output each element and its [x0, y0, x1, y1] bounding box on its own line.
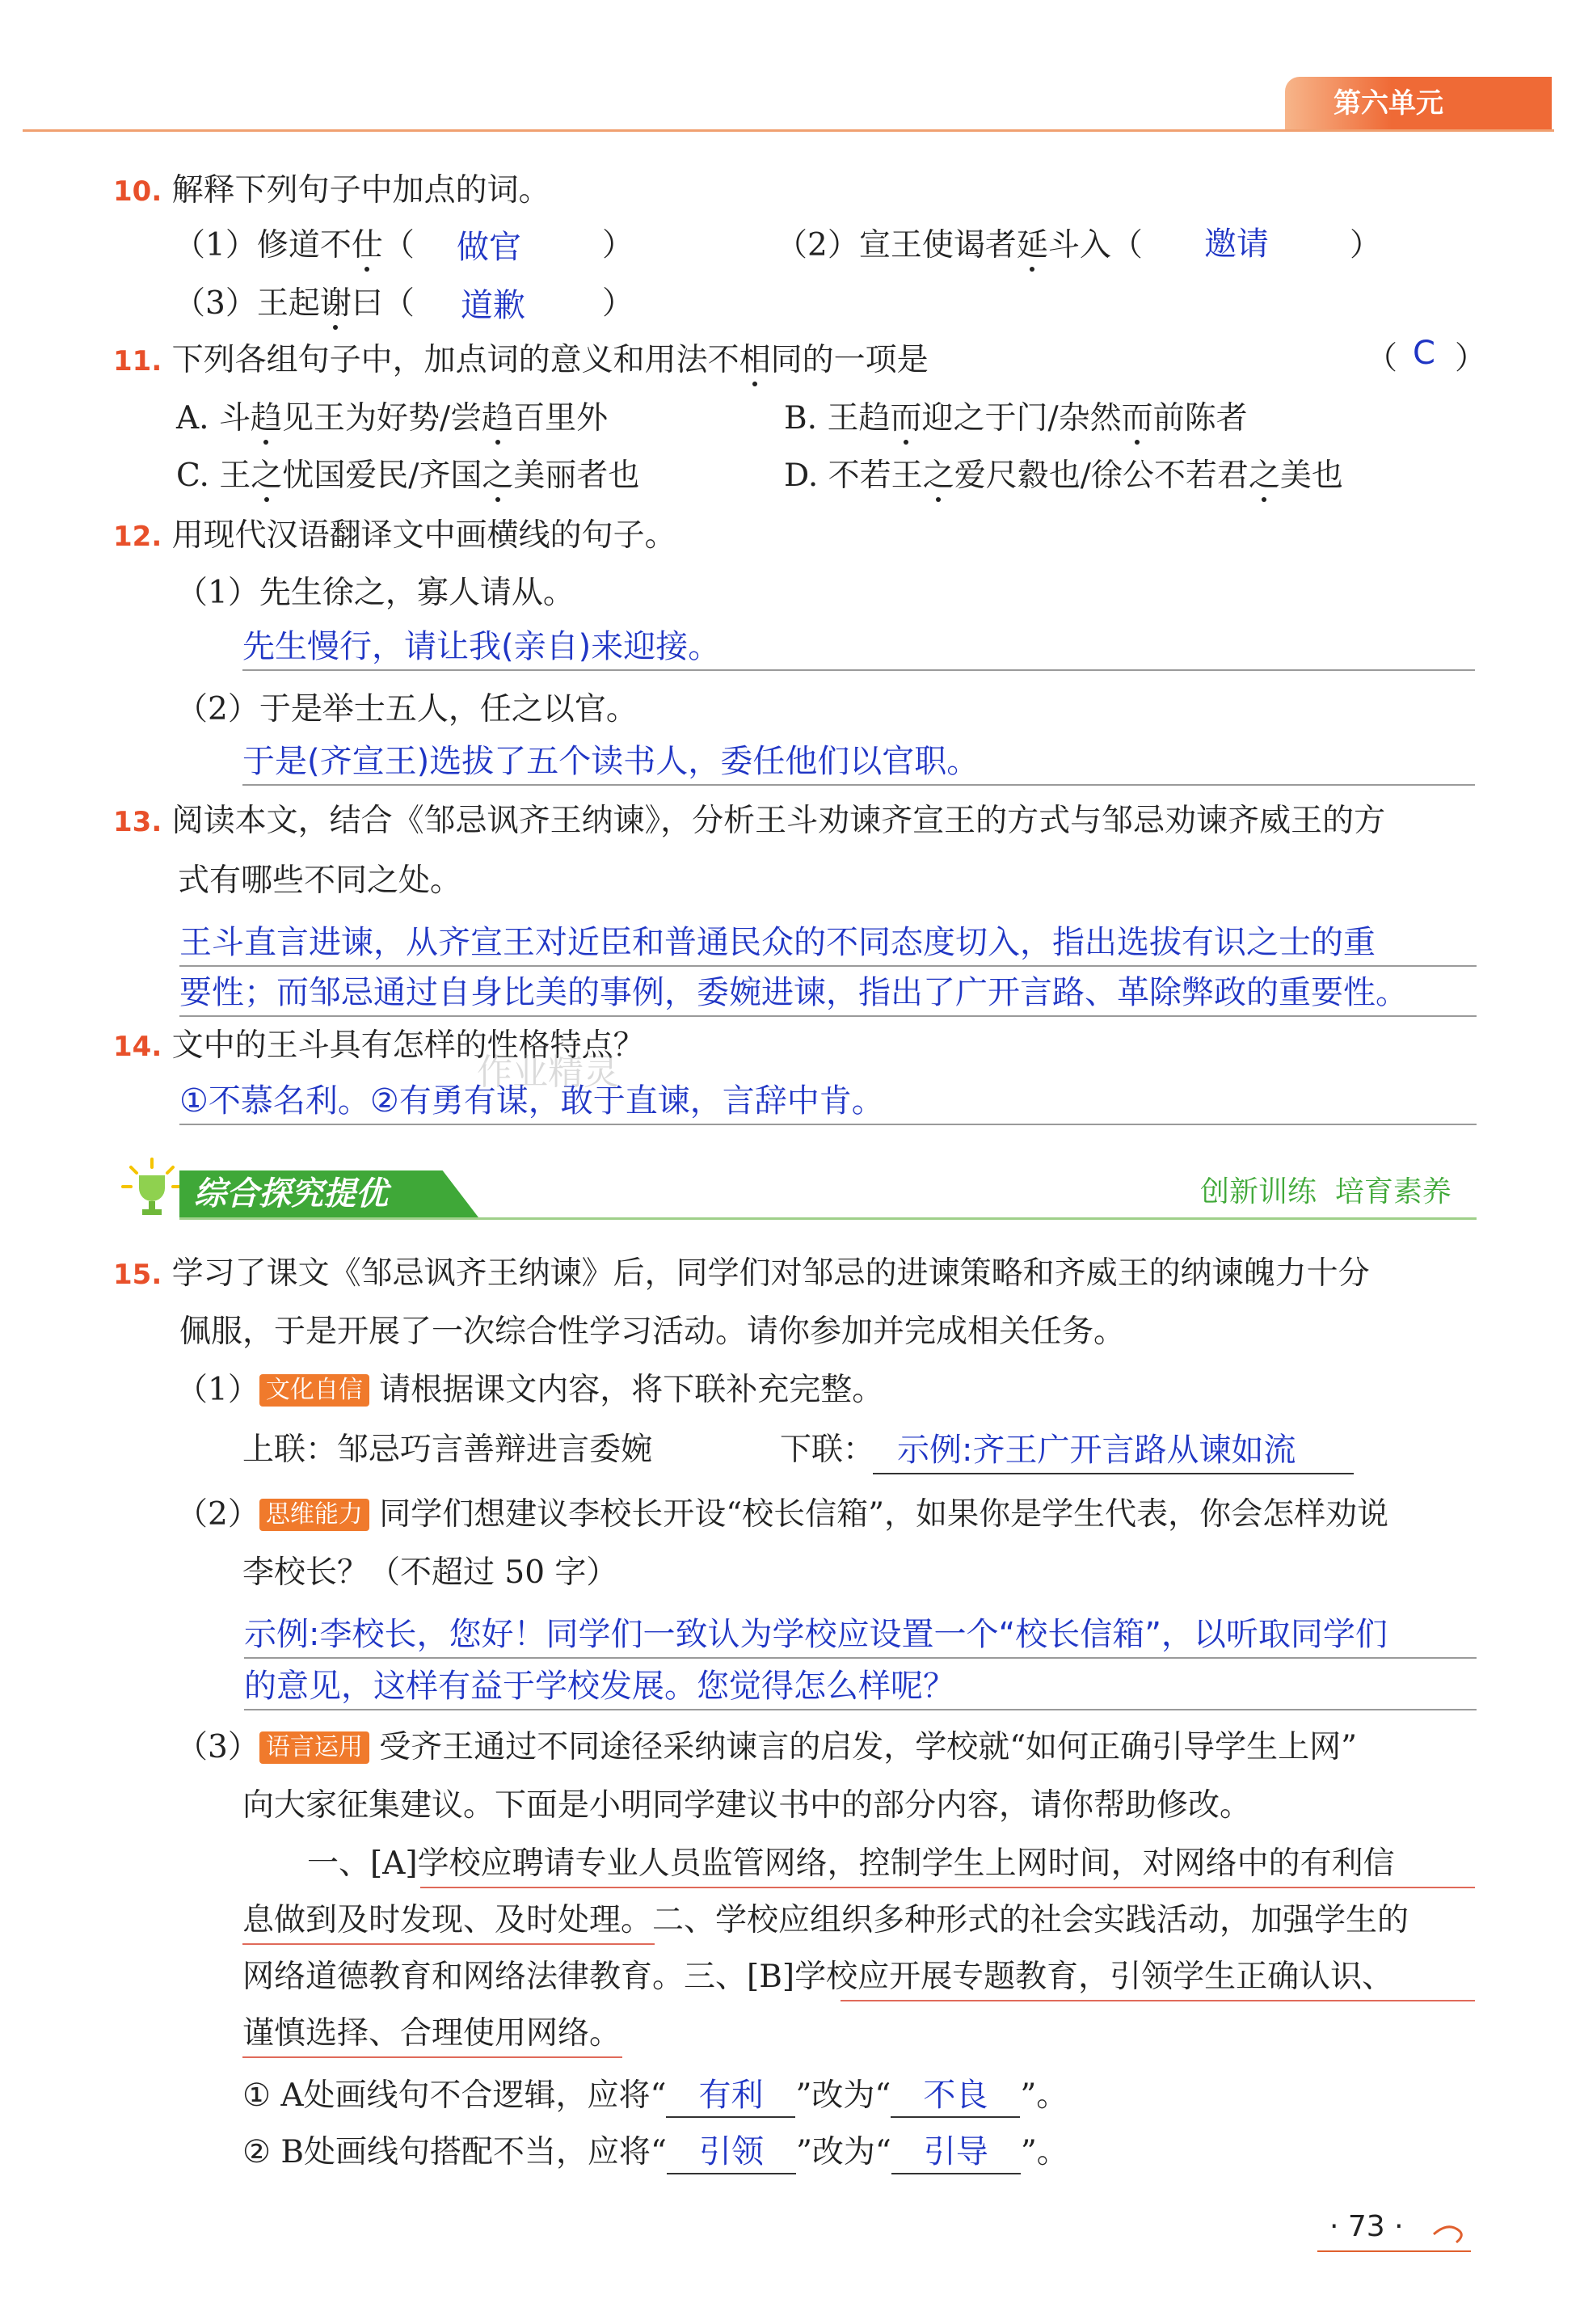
q13-stem-2: 式有哪些不同之处。 — [178, 863, 462, 899]
question-number: 14. — [113, 1031, 162, 1063]
q15-part-2-answer-2: 的意见，这样有益于学校发展。您觉得怎么样呢？ — [244, 1668, 955, 1705]
q13-stem-1: 13. 阅读本文，结合《邹忌讽齐王纳谏》，分析王斗劝谏齐宣王的方式与邹忌劝谏齐威王的方 — [113, 803, 1386, 839]
q15-part-3-cont: 向大家征集建议。下面是小明同学建议书中的部分内容，请你帮助修改。 — [242, 1787, 1252, 1824]
answer-line — [242, 669, 1475, 671]
underline-a — [242, 1943, 655, 1945]
q10-stem — [113, 170, 550, 213]
q10-answer-3: 道歉 — [461, 287, 525, 324]
trophy-icon — [120, 1156, 184, 1221]
q11-option-b: B. 王趋而迎之于门/杂然而前陈者 — [784, 398, 1248, 440]
page-arrow-icon — [1432, 2218, 1464, 2250]
underline-b — [242, 2056, 622, 2058]
answer-line — [179, 1015, 1477, 1017]
question-number: 12. — [113, 521, 162, 553]
unit-label: 第六单元 — [1334, 87, 1443, 120]
question-text: 解释下列句子中加点的词。 — [171, 172, 550, 209]
answer-line — [244, 1709, 1477, 1710]
q11-answer: C — [1413, 335, 1435, 372]
q11-option-d: D. 不若王之爱尺縠也/徐公不若君之美也 — [784, 455, 1343, 497]
dotted-char: 延 — [1017, 225, 1048, 267]
question-number: 10. — [113, 175, 162, 208]
couplet-upper: 上联：邹忌巧言善辩进言委婉 — [242, 1432, 653, 1468]
section-slogan: 创新训练 培育素养 — [1200, 1175, 1451, 1208]
couplet-lower-label: 下联： — [780, 1432, 875, 1468]
fix-2: ② B处画线句搭配不当，应将“ 引领 ”改为“ 引导 ”。 — [242, 2131, 1068, 2174]
question-number: 13. — [113, 806, 162, 838]
tag-badge: 语言运用 — [259, 1731, 369, 1764]
section-rule — [179, 1217, 1477, 1220]
fix-1: ① A处画线句不合逻辑，应将“ 有利 ”改为“ 不良 ”。 — [242, 2074, 1068, 2118]
q15-part-2-cont: 李校长？（不超过 50 字） — [242, 1554, 618, 1591]
q15-stem-2: 佩服，于是开展了一次综合性学习活动。请你参加并完成相关任务。 — [179, 1314, 1126, 1350]
answer-line — [244, 1657, 1477, 1659]
q12-sentence-2: （2）于是举士五人，任之以官。 — [176, 691, 638, 728]
answer-line — [873, 1473, 1354, 1474]
tag-badge: 思维能力 — [259, 1499, 369, 1531]
q13-answer-2: 要性；而邹忌通过自身比美的事例，委婉进谏，指出了广开言路、革除弊政的重要性。 — [179, 974, 1408, 1011]
q11-paren-open: （ — [1366, 340, 1398, 377]
q10-answer-1: 做官 — [457, 229, 521, 266]
q10-item-3: （3）王起谢曰（ — [174, 283, 415, 325]
q15-stem-1: 15. 学习了课文《邹忌讽齐王纳谏》后，同学们对邹忌的进谏策略和齐威王的纳谏魄力十分 — [113, 1255, 1370, 1292]
q12-stem: 12. 用现代汉语翻译文中画横线的句子。 — [113, 517, 676, 554]
header-rule — [23, 129, 1554, 132]
q15-part-2-answer-1: 示例:李校长，您好！同学们一致认为学校应设置一个“校长信箱”，以听取同学们 — [244, 1616, 1388, 1653]
q13-answer-1: 王斗直言进谏，从齐宣王对近臣和普通民众的不同态度切入，指出选拔有识之士的重 — [179, 924, 1376, 961]
q15-part-2: （2） 思维能力 同学们想建议李校长开设“校长信箱”，如果你是学生代表，你会怎样劝说 — [176, 1496, 1389, 1533]
q12-sentence-1: （1）先生徐之，寡人请从。 — [176, 575, 575, 611]
page-rule — [1317, 2250, 1471, 2252]
q11-option-a: A. 斗趋见王为好势/尝趋百里外 — [176, 398, 608, 440]
q10-answer-2: 邀请 — [1204, 226, 1269, 263]
passage-line-1: 一、[A]学校应聘请专业人员监管网络，控制学生上网时间，对网络中的有利信 — [307, 1845, 1395, 1882]
passage-line-3: 网络道德教育和网络法律教育。三、[B]学校应开展专题教育，引领学生正确认识、 — [242, 1959, 1394, 1995]
answer-line — [242, 784, 1475, 786]
q12-answer-1: 先生慢行，请让我(亲自)来迎接。 — [242, 628, 721, 665]
page-number: · 73 · — [1329, 2210, 1404, 2243]
tag-badge: 文化自信 — [259, 1374, 369, 1407]
q10-item-2: （2）宣王使谒者延斗入（ — [776, 225, 1143, 267]
dotted-char: 仕 — [352, 225, 383, 267]
question-number: 11. — [113, 345, 162, 377]
q10-close-2: ） — [1350, 227, 1382, 264]
couplet-lower-answer: 示例:齐王广开言路从谏如流 — [897, 1432, 1296, 1469]
q10-close-1: ） — [602, 227, 634, 264]
underline-b — [841, 2000, 1475, 2001]
underline-a — [420, 1887, 1475, 1888]
q11-option-c: C. 王之忧国爱民/齐国之美丽者也 — [176, 455, 639, 497]
q10-close-3: ） — [602, 285, 634, 322]
passage-line-4: 谨慎选择、合理使用网络。 — [242, 2015, 621, 2052]
q15-part-1: （1） 文化自信 请根据课文内容，将下联补充完整。 — [176, 1372, 884, 1408]
dotted-char: 谢 — [320, 283, 352, 325]
section-title: 综合探究提优 — [194, 1175, 388, 1213]
q15-part-3: （3） 语言运用 受齐王通过不同途径采纳谏言的启发，学校就“如何正确引导学生上网” — [176, 1729, 1358, 1765]
q11-stem: 11. 下列各组句子中，加点词的意义和用法不相同的一项是 — [113, 340, 929, 382]
q11-paren-close: ） — [1455, 340, 1487, 377]
q10-item-1: （1）修道不仕（ — [174, 225, 415, 267]
q12-answer-2: 于是(齐宣王)选拔了五个读书人，委任他们以官职。 — [242, 743, 980, 780]
q14-answer: ①不慕名利。②有勇有谋，敢于直谏，言辞中肯。 — [179, 1082, 884, 1120]
q14-stem: 14. 文中的王斗具有怎样的性格特点？ — [113, 1027, 645, 1064]
question-number: 15. — [113, 1259, 162, 1291]
watermark: 作业精灵 — [477, 1052, 619, 1093]
answer-line — [179, 1124, 1477, 1125]
dotted-char: 不相同 — [708, 340, 803, 382]
passage-line-2: 息做到及时发现、及时处理。二、学校应组织多种形式的社会实践活动，加强学生的 — [242, 1902, 1409, 1938]
